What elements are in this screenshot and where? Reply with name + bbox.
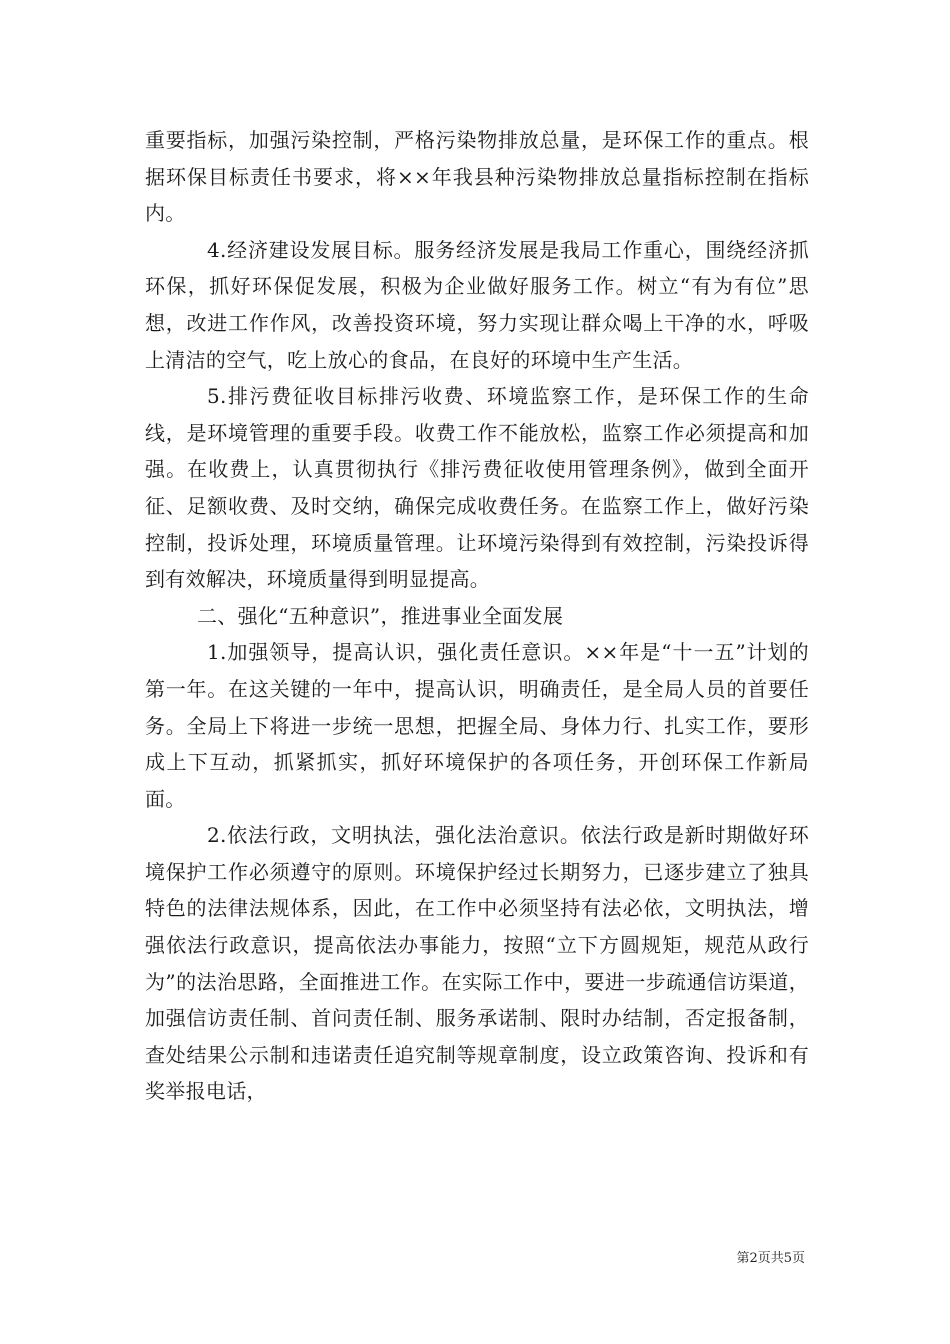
paragraph-economic-target: 4.经济建设发展目标。服务经济发展是我局工作重心，围绕经济抓环保，抓好环保促发展，积极为企业做好服务工作。树立“有为有位”思想，改进工作作风，改善投资环境，努力实现让群众喝上干净的水，呼吸上清洁的空气，吃上放心的食品，在良好的环境中生产生活。 bbox=[145, 237, 809, 372]
section-heading: 二、强化“五种意识”，推进事业全面发展 bbox=[197, 603, 564, 628]
document-body bbox=[145, 122, 809, 1110]
page-number: 第2页共5页 bbox=[736, 1251, 805, 1266]
paragraph-rule-of-law: 2.依法行政，文明执法，强化法治意识。依法行政是新时期做好环境保护工作必须遵守的原则。环境保护经过长期努力，已逐步建立了独具特色的法律法规体系，因此，在工作中必须坚持有法必依，文明执法，增强依法行政意识，提高依法办事能力，按照“立下方圆规矩，规范从政行为”的法治思路，全面推进工作。在实际工作中，要进一步疏通信访渠道，加强信访责任制、首问责任制、服务承诺制、限时办结制，否定报备制，查处结果公示制和违诺责任追究制等规章制度，设立政策咨询、投诉和有奖举报电话， bbox=[145, 823, 809, 1104]
paragraph-leadership: 1.加强领导，提高认识，强化责任意识。××年是“十一五”计划的第一年。在这关键的一年中，提高认识，明确责任，是全局人员的首要任务。全局上下将进一步统一思想，把握全局、身体力行、扎实工作，要形成上下互动，抓紧抓实，抓好环境保护的各项任务，开创环保工作新局面。 bbox=[145, 640, 809, 811]
paragraph-fee-collection-target: 5.排污费征收目标排污收费、环境监察工作，是环保工作的生命线，是环境管理的重要手段。收费工作不能放松，监察工作必须提高和加强。在收费上，认真贯彻执行《排污费征收使用管理条例》，做到全面开征、足额收费、及时交纳，确保完成收费任务。在监察工作上，做好污染控制，投诉处理，环境质量管理。让环境污染得到有效控制，污染投诉得到有效解决，环境质量得到明显提高。 bbox=[145, 384, 809, 592]
paragraph-continuation: 重要指标，加强污染控制，严格污染物排放总量，是环保工作的重点。根据环保目标责任书要求，将××年我县种污染物排放总量指标控制在指标内。 bbox=[145, 128, 809, 226]
